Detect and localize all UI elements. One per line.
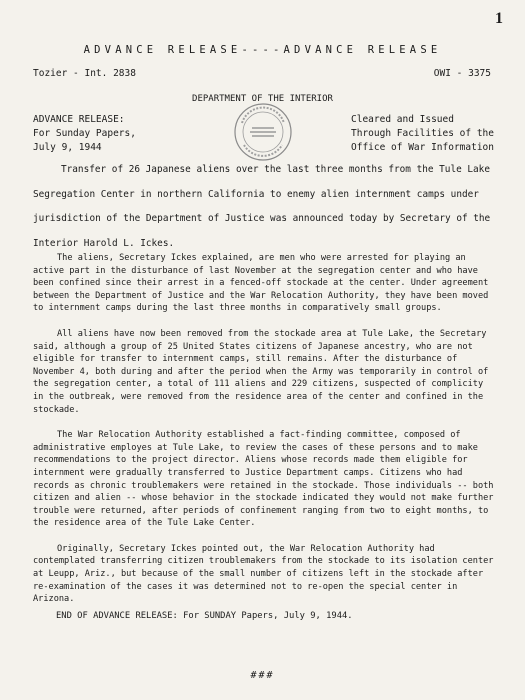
release-line: ADVANCE RELEASE: (33, 114, 125, 125)
clearance-line: Office of War Information (351, 142, 494, 153)
release-line: For Sunday Papers, (33, 128, 136, 139)
body-paragraph: The aliens, Secretary Ickes explained, are men who were arrested for playing an active part in the disturbance of last November at the segregation center and who have been confined since their arrest in a fenced-off stockade at the center. Under agreement between the Department of Justice and the War Relocation Authority, they have been moved to internment camps during the last three months in comparatively small groups. (33, 253, 489, 314)
body-text (33, 252, 495, 619)
release-banner: ADVANCE RELEASE----ADVANCE RELEASE (83, 44, 442, 56)
department-heading: DEPARTMENT OF THE INTERIOR (192, 94, 333, 104)
lead-line: jurisdiction of the Department of Justice was announced today by Secretary of the (33, 213, 491, 224)
release-line: July 9, 1944 (33, 142, 102, 153)
lead-line: Interior Harold L. Ickes. (33, 237, 175, 249)
archives-stamp-seal (232, 101, 294, 163)
clearance-line: Cleared and Issued (351, 114, 454, 125)
body-paragraph: All aliens have now been removed from the stockade area at Tule Lake, the Secretary said, although a group of 25 United States citizens of Japanese ancestry, who are not eligible for transfer to internment camps, still remains. After the disturbance of November 4, both during and after the period when the Army was temporarily in control of the segregation center, a total of 111 aliens and 229 citizens, suspected of complicity in the outbreak, were removed from the residence area of the center and confined in the stockade. (33, 328, 489, 415)
body-paragraph: The War Relocation Authority established a fact-finding committee, composed of administrative employes at Tule Lake, to review the cases of these persons and to make recommendations to the project director. Aliens whose records made them eligible for internment were gradually transferred to Justice Department camps. Citizens who had records as chronic troublemakers were retained in the stockade. Those individuals -- both citizen and alien -- whose behavior in the stockade indicated they would not make further trouble were returned, after periods of confinement ranging from two to eight months, to the residence area of the Tule Lake Center. (33, 430, 494, 529)
lead-paragraph (33, 158, 495, 256)
end-of-release-line: END OF ADVANCE RELEASE: For SUNDAY Papers, July 9, 1944. (56, 611, 353, 621)
end-marks: ### (250, 670, 275, 681)
release-instructions (33, 113, 136, 155)
clearance-note (351, 113, 494, 155)
body-paragraph: Originally, Secretary Ickes pointed out, the War Relocation Authority had contemplated transferring citizen troublemakers from the stockade to its isolation center at Leupp, Ariz., but because of the small number of citizens left in the stockade after re-examination of the cases it was determined not to re-open the special center in Arizona. (33, 543, 494, 605)
file-reference: Tozier - Int. 2838 (33, 68, 136, 79)
page-number-mark: 1 (495, 10, 503, 27)
clearance-line: Through Facilities of the (351, 128, 494, 139)
lead-line: Segregation Center in northern California to enemy alien internment camps under (33, 188, 479, 200)
lead-line: Transfer of 26 Japanese aliens over the last three months from the Tule Lake (61, 164, 490, 175)
seal-stamp-icon (232, 101, 294, 163)
owi-reference: OWI - 3375 (433, 68, 491, 79)
